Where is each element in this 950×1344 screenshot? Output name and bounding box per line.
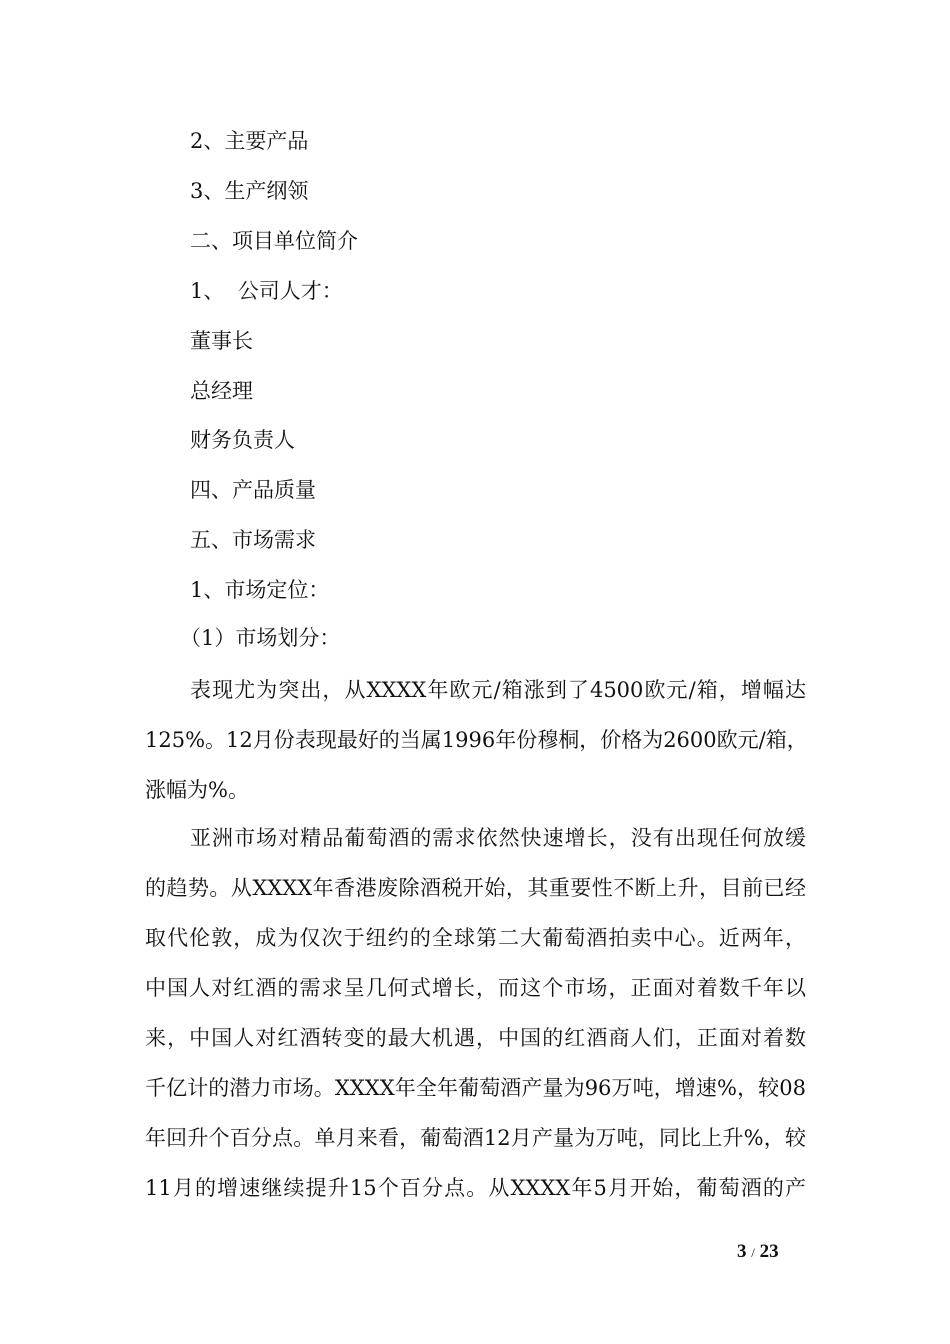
heading: （1）市场划分： [180, 626, 341, 650]
page-separator: / [751, 1245, 755, 1260]
paragraph-line: 年回升个百分点。单月来看，葡萄酒12月产量为万吨，同比上升%，较 [145, 1126, 806, 1150]
heading: 财务负责人 [190, 428, 295, 452]
paragraph-line: 涨幅为%。 [145, 778, 249, 802]
paragraph-line: 125%。12月份表现最好的当属1996年份穆桐，价格为2600欧元/箱， [145, 728, 808, 752]
paragraph-line: 来，中国人对红酒转变的最大机遇，中国的红酒商人们，正面对着数 [145, 1026, 806, 1050]
heading: 二、项目单位简介 [190, 229, 358, 253]
heading: 四、产品质量 [190, 478, 316, 502]
paragraph-line: 的趋势。从XXXX年香港废除酒税开始，其重要性不断上升，目前已经 [145, 876, 806, 900]
heading: 3、生产纲领 [190, 179, 309, 203]
heading: 1、 公司人才： [190, 279, 343, 303]
page-current: 3 [737, 1241, 747, 1262]
paragraph-line: 11月的增速继续提升15个百分点。从XXXX年5月开始，葡萄酒的产 [145, 1176, 806, 1200]
heading: 总经理 [190, 379, 253, 403]
paragraph-line: 表现尤为突出，从XXXX年欧元/箱涨到了4500欧元/箱，增幅达 [190, 678, 806, 702]
page-number [737, 1241, 779, 1263]
paragraph-line: 取代伦敦，成为仅次于纽约的全球第二大葡萄酒拍卖中心。近两年， [145, 926, 806, 950]
paragraph-line: 千亿计的潜力市场。XXXX年全年葡萄酒产量为96万吨，增速%，较08 [145, 1076, 806, 1100]
heading: 2、主要产品 [190, 129, 309, 153]
heading: 1、市场定位： [190, 578, 330, 602]
paragraph-line: 亚洲市场对精品葡萄酒的需求依然快速增长，没有出现任何放缓 [190, 826, 806, 850]
heading: 董事长 [190, 329, 253, 353]
paragraph-line: 中国人对红酒的需求呈几何式增长，而这个市场，正面对着数千年以 [145, 976, 806, 1000]
heading: 五、市场需求 [190, 528, 316, 552]
page-total: 23 [759, 1241, 779, 1262]
